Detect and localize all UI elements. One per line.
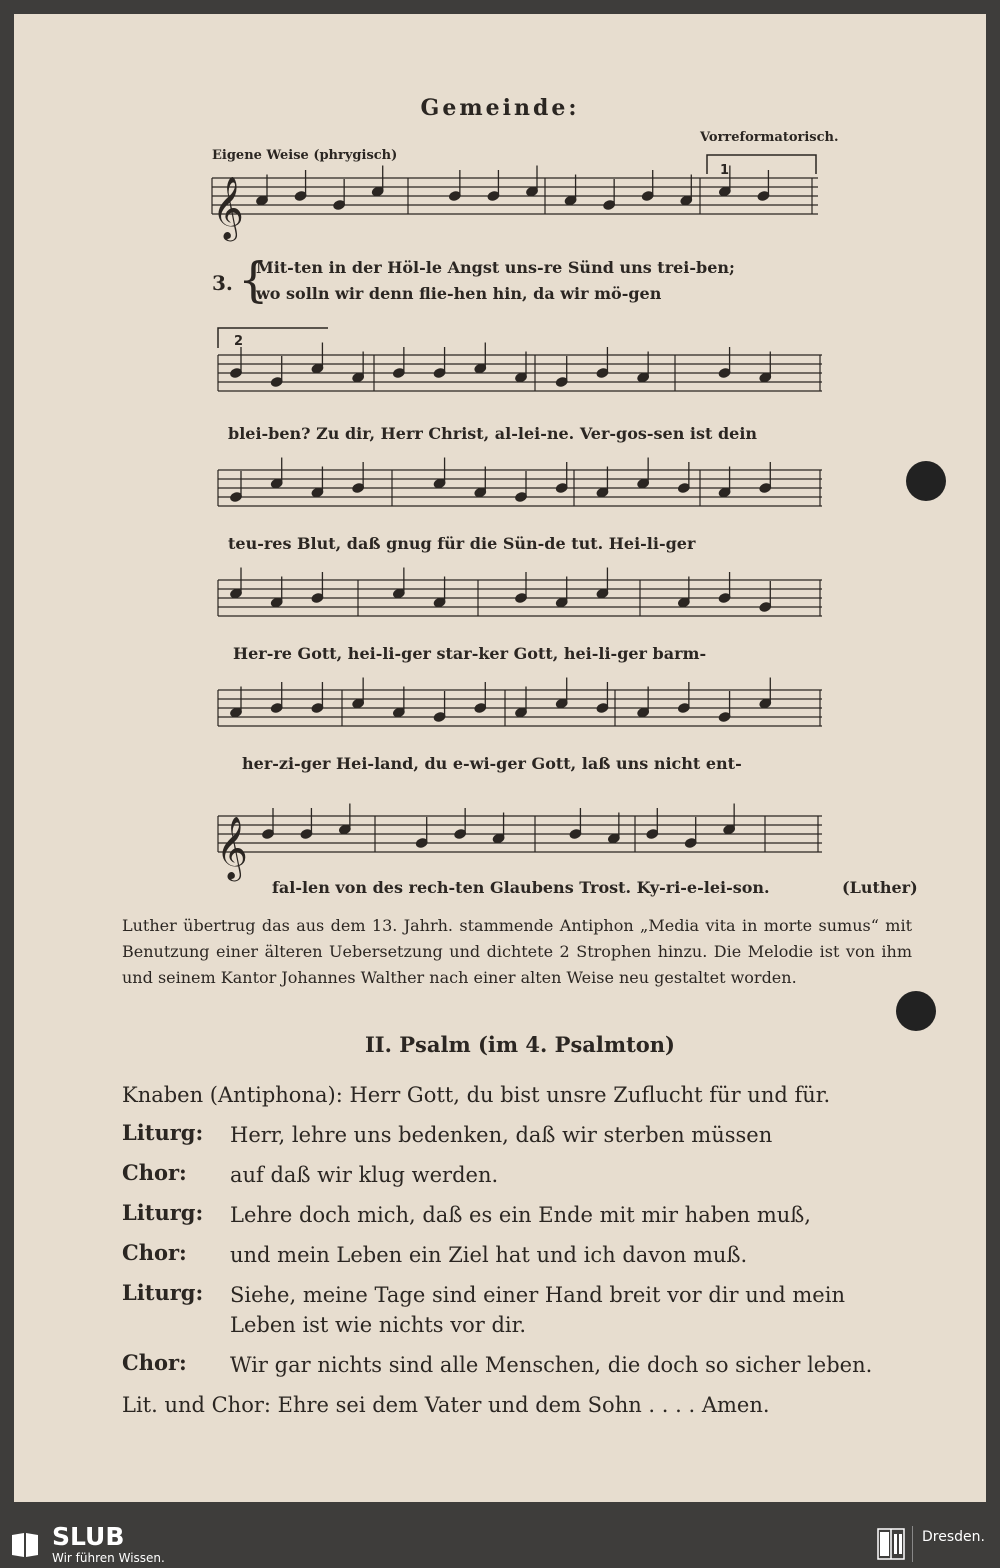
slub-brand[interactable]: SLUB xyxy=(52,1522,125,1551)
volta-2-label: 2 xyxy=(234,334,244,349)
psalm-title: II. Psalm (im 4. Psalmton) xyxy=(364,1032,675,1057)
verse-number: 3. xyxy=(212,271,233,295)
verse-line-2: wo solln wir denn flie-hen hin, da wir mö-gen xyxy=(256,284,662,303)
volta-1-label: 1 xyxy=(720,163,730,178)
verse-brace-icon: { xyxy=(238,252,269,308)
slub-tagline: Wir führen Wissen. xyxy=(52,1551,165,1565)
lyrics-row-5: her-zi-ger Hei-land, du e-wi-ger Gott, laß uns nicht ent- xyxy=(242,754,742,773)
treble-clef-icon: 𝄞 xyxy=(216,816,248,879)
psalm-speaker: Chor: xyxy=(122,1350,187,1375)
verse-line-1: Mit-ten in der Höl-le Angst uns-re Sünd uns trei-ben; xyxy=(256,258,735,277)
dresden-label[interactable]: Dresden. xyxy=(922,1529,985,1545)
psalm-speaker: Chor: xyxy=(122,1160,187,1185)
lyrics-row-2: blei-ben? Zu dir, Herr Christ, al-lei-ne. Ver-gos-sen ist dein xyxy=(228,424,758,443)
dresden-coat-of-arms-icon[interactable] xyxy=(877,1528,905,1560)
punch-hole xyxy=(896,991,936,1031)
lyrics-row-4: Her-re Gott, hei-li-ger star-ker Gott, hei-li-ger barm- xyxy=(233,644,707,663)
footer-divider xyxy=(912,1526,913,1562)
psalm-text: Knaben (Antiphona): Herr Gott, du bist unsre Zuflucht für und für. xyxy=(122,1083,831,1107)
origin-label: Vorreformatorisch. xyxy=(700,130,839,145)
psalm-speaker: Liturg: xyxy=(122,1280,204,1305)
section-title: Gemeinde: xyxy=(420,95,580,121)
psalm-text: Herr, lehre uns bedenken, daß wir sterben müssen xyxy=(230,1123,773,1147)
lyrics-row-6: fal-len von des rech-ten Glaubens Trost. Ky-ri-e-lei-son. xyxy=(272,878,770,897)
slub-book-icon[interactable] xyxy=(10,1529,40,1559)
psalm-text: Siehe, meine Tage sind einer Hand breit vor dir und mein Leben ist wie nichts vor dir. xyxy=(230,1283,845,1337)
tune-label: Eigene Weise (phrygisch) xyxy=(212,148,398,163)
psalm-speaker: Liturg: xyxy=(122,1120,204,1145)
psalm-text: Lit. und Chor: Ehre sei dem Vater und dem Sohn . . . . Amen. xyxy=(122,1393,770,1417)
historical-note: Luther übertrug das aus dem 13. Jahrh. stammende Antiphon „Media vita in morte sumus“ mit Benutzung einer älteren Uebersetzung und dichtete 2 Strophen hinzu. Die Melodie ist von ihm und seinem Kantor Johannes Walther nach einer alten Weise neu gestaltet worden. xyxy=(122,916,912,987)
psalm-speaker: Chor: xyxy=(122,1240,187,1265)
treble-clef-icon: 𝄞 xyxy=(212,176,244,239)
psalm-text: Wir gar nichts sind alle Menschen, die doch so sicher leben. xyxy=(230,1353,873,1377)
viewer-footer xyxy=(0,1518,1000,1568)
psalm-text: und mein Leben ein Ziel hat und ich davon muß. xyxy=(230,1243,748,1267)
lyrics-row-3: teu-res Blut, daß gnug für die Sün-de tut. Hei-li-ger xyxy=(228,534,696,553)
author-credit: (Luther) xyxy=(842,878,918,897)
psalm-text: Lehre doch mich, daß es ein Ende mit mir haben muß, xyxy=(230,1203,811,1227)
psalm-text: auf daß wir klug werden. xyxy=(230,1163,499,1187)
psalm-speaker: Liturg: xyxy=(122,1200,204,1225)
